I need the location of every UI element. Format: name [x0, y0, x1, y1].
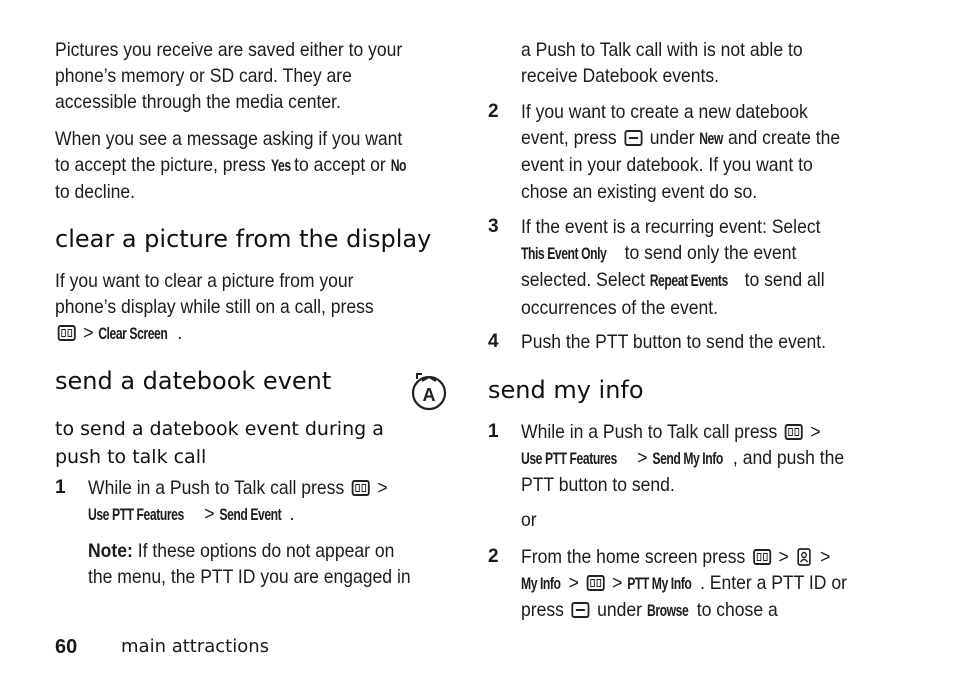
note-paragraph: Note: If these options do not appear on the menu, the PTT ID you are engaged in — [88, 540, 411, 589]
heading-send-my-info: send my info — [488, 376, 644, 404]
this-event-only-command: This Event Only — [521, 245, 607, 264]
browse-command: Browse — [646, 602, 689, 621]
clear-paragraph: If you want to clear a picture from your phone’s display while still on a call, press > Clear Screen . — [55, 268, 374, 348]
contacts-icon — [795, 547, 813, 567]
use-ptt-features-command: Use PTT Features — [521, 450, 617, 469]
step-number: 2 — [488, 101, 499, 122]
soft-key-icon — [571, 602, 589, 618]
soft-key-icon — [624, 130, 642, 146]
intro-paragraph: Pictures you receive are saved either to your phone’s memory or SD card. They are accessible through the media center. — [55, 39, 403, 114]
myinfo-step-1: While in a Push to Talk call press > Use PTT Features > Send My Info , and push the PTT button to send. — [521, 421, 845, 497]
datebook-step-3: If the event is a recurring event: Select This Event Only to send only the event selected. Select Repeat Events to send all occurrences of the event. — [521, 216, 825, 319]
datebook-step-4: Push the PTT button to send the event. — [521, 331, 827, 353]
use-ptt-features-command: Use PTT Features — [88, 506, 184, 525]
ptt-my-info-command: PTT My Info — [627, 575, 692, 594]
note-label: Note: — [88, 540, 133, 562]
menu-key-icon — [785, 424, 803, 440]
myinfo-step-2: From the home screen press > > My Info > > PTT My Info . Enter a PTT ID or press under Browse to chose a — [521, 544, 847, 625]
no-command: No — [390, 157, 406, 176]
step-number: 1 — [488, 421, 499, 442]
yes-command: Yes — [270, 157, 291, 176]
continued-note: a Push to Talk call with is not able to receive Datebook events. — [521, 39, 803, 88]
datebook-step-1: While in a Push to Talk call press > Use PTT Features > Send Event . — [88, 475, 388, 528]
accept-paragraph: When you see a message asking if you want to accept the picture, press Yes to accept or No to decline. — [55, 128, 406, 204]
step-number: 2 — [488, 546, 499, 567]
my-info-command: My Info — [521, 575, 561, 594]
subheading-datebook: to send a datebook event during a push to talk call — [55, 418, 384, 468]
menu-key-icon — [587, 575, 605, 591]
new-command: New — [699, 130, 724, 149]
step-number: 4 — [488, 331, 499, 352]
step-number: 3 — [488, 216, 499, 237]
svg-text:A: A — [422, 385, 436, 405]
heading-send-datebook: send a datebook event — [55, 367, 332, 395]
ptt-feature-icon — [410, 372, 448, 412]
repeat-events-command: Repeat Events — [649, 272, 728, 291]
page-number: 60 — [55, 636, 78, 658]
send-my-info-command: Send My Info — [652, 450, 723, 469]
menu-key-icon — [352, 480, 370, 496]
menu-key-icon — [753, 549, 771, 565]
or-text: or — [521, 509, 537, 531]
menu-key-icon — [58, 325, 76, 341]
section-title: main attractions — [121, 636, 270, 657]
heading-clear-picture: clear a picture from the display — [55, 225, 432, 253]
clear-screen-command: Clear Screen — [98, 325, 168, 344]
send-event-command: Send Event — [219, 506, 282, 525]
datebook-step-2: If you want to create a new datebook event, press under New and create the event in your datebook. If you want to chose an existing event do so. — [521, 101, 841, 203]
step-number: 1 — [55, 477, 66, 498]
